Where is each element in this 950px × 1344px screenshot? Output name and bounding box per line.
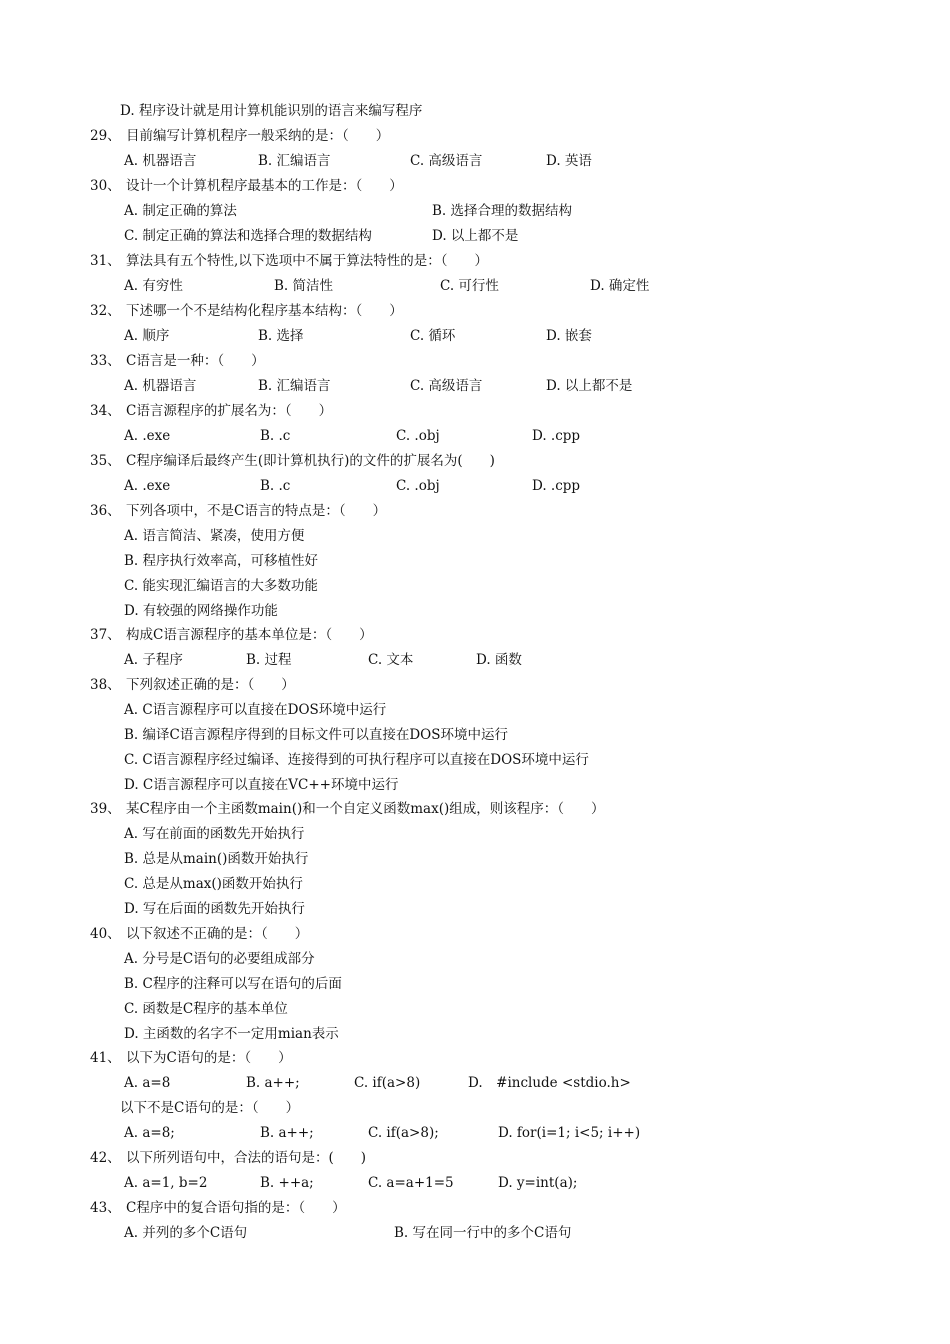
question-39 <box>90 800 604 818</box>
option-b: B. C程序的注释可以写在语句的后面 <box>124 976 342 992</box>
question-text: 以下为C语句的是：（ ） <box>126 1050 292 1066</box>
option-d: D. for(i=1; i<5; i++) <box>498 1125 641 1141</box>
option-a: A. 子程序 <box>124 652 183 668</box>
option-d: D. 主函数的名字不一定用mian表示 <box>124 1026 339 1042</box>
question-42 <box>90 1149 366 1167</box>
option-b: B. a++; <box>260 1125 314 1141</box>
option-c: C. a=a+1=5 <box>368 1175 454 1191</box>
option-d: D. 有较强的网络操作功能 <box>124 603 278 619</box>
option-b: B. 写在同一行中的多个C语句 <box>394 1225 572 1241</box>
option-c: C. if(a>8); <box>368 1125 439 1141</box>
option-a: A. .exe <box>124 478 171 494</box>
option-a: A. 分号是C语句的必要组成部分 <box>124 951 315 967</box>
option-b: B. 汇编语言 <box>258 378 331 394</box>
question-text: 以下所列语句中，合法的语句是：( ) <box>126 1150 367 1166</box>
question-number: 42、 <box>90 1150 121 1166</box>
option-b: B. 简洁性 <box>274 278 334 294</box>
option-a: A. a=8 <box>124 1075 171 1091</box>
question-text: 下列叙述正确的是：（ ） <box>126 677 295 693</box>
question-31 <box>90 252 488 270</box>
option-a: A. 机器语言 <box>124 153 197 169</box>
option-d: D. y=int(a); <box>498 1175 578 1191</box>
question-number: 34、 <box>90 403 121 419</box>
option-c: C. C语言源程序经过编译、连接得到的可执行程序可以直接在DOS环境中运行 <box>124 752 589 768</box>
question-35 <box>90 452 495 470</box>
option-c: C. 制定正确的算法和选择合理的数据结构 <box>124 228 372 244</box>
option-b: B. .c <box>260 478 291 494</box>
option-b: B. 选择 <box>258 328 304 344</box>
option-d: D. 嵌套 <box>546 328 592 344</box>
option-b: B. 汇编语言 <box>258 153 331 169</box>
option-a: A. C语言源程序可以直接在DOS环境中运行 <box>124 702 387 718</box>
option-d: D. 函数 <box>476 652 522 668</box>
question-text: 某C程序由一个主函数main()和一个自定义函数max()组成，则该程序：（ ） <box>126 801 605 817</box>
question-number: 36、 <box>90 503 121 519</box>
question-text: 以下叙述不正确的是：（ ） <box>126 926 309 942</box>
question-number: 31、 <box>90 253 121 269</box>
option-b: B. 过程 <box>246 652 292 668</box>
option-c: C. .obj <box>396 478 440 494</box>
question-number: 43、 <box>90 1200 121 1216</box>
option-c: C. 高级语言 <box>410 153 483 169</box>
question-number: 35、 <box>90 453 121 469</box>
option-c: C. 文本 <box>368 652 414 668</box>
option-d: D. .cpp <box>532 428 581 444</box>
question-number: 30、 <box>90 178 121 194</box>
option-c: C. 高级语言 <box>410 378 483 394</box>
option-c: C. .obj <box>396 428 440 444</box>
question-text: 下列各项中，不是C语言的特点是：（ ） <box>126 503 387 519</box>
question-number: 37、 <box>90 627 121 643</box>
question-text: C程序编译后最终产生(即计算机执行)的文件的扩展名为( ) <box>126 453 495 469</box>
option-c: C. 循环 <box>410 328 456 344</box>
question-number: 38、 <box>90 677 121 693</box>
option-c: C. 能实现汇编语言的大多数功能 <box>124 578 318 594</box>
question-33 <box>90 352 265 370</box>
question-text: 下述哪一个不是结构化程序基本结构：（ ） <box>126 303 403 319</box>
option-d-prev: D. 程序设计就是用计算机能识别的语言来编写程序 <box>120 103 423 119</box>
option-d: D. 英语 <box>546 153 592 169</box>
option-a: A. 机器语言 <box>124 378 197 394</box>
option-d: D. C语言源程序可以直接在VC++环境中运行 <box>124 777 399 793</box>
question-number: 33、 <box>90 353 121 369</box>
question-41 <box>90 1049 292 1067</box>
question-text: C语言是一种：（ ） <box>126 353 265 369</box>
option-a: A. 有穷性 <box>124 278 183 294</box>
option-c: C. 总是从max()函数开始执行 <box>124 876 303 892</box>
option-b: B. a++; <box>246 1075 300 1091</box>
sub-question-text: 以下不是C语句的是：（ ） <box>120 1100 300 1116</box>
option-b: B. 程序执行效率高，可移植性好 <box>124 553 319 569</box>
option-d: D. 确定性 <box>590 278 650 294</box>
question-43 <box>90 1199 346 1217</box>
option-a: A. a=8; <box>124 1125 175 1141</box>
option-c: C. 可行性 <box>440 278 499 294</box>
question-number: 32、 <box>90 303 121 319</box>
option-a: A. 并列的多个C语句 <box>124 1225 248 1241</box>
question-30 <box>90 177 403 195</box>
question-36 <box>90 502 386 520</box>
option-a: A. 顺序 <box>124 328 170 344</box>
question-number: 29、 <box>90 128 121 144</box>
question-text: 目前编写计算机程序一般采纳的是：（ ） <box>126 128 390 144</box>
option-c: C. if(a>8) <box>354 1075 421 1091</box>
option-a: A. 写在前面的函数先开始执行 <box>124 826 305 842</box>
option-c: C. 函数是C程序的基本单位 <box>124 1001 288 1017</box>
question-number: 41、 <box>90 1050 121 1066</box>
question-38 <box>90 676 295 694</box>
question-text: 设计一个计算机程序最基本的工作是：（ ） <box>126 178 403 194</box>
option-b: B. ++a; <box>260 1175 314 1191</box>
question-text: 构成C语言源程序的基本单位是：（ ） <box>126 627 373 643</box>
question-32 <box>90 302 403 320</box>
option-d: D. #include <stdio.h> <box>468 1075 631 1091</box>
question-number: 39、 <box>90 801 121 817</box>
question-text: 算法具有五个特性,以下选项中不属于算法特性的是：（ ） <box>126 253 489 269</box>
option-a: A. 制定正确的算法 <box>124 203 237 219</box>
question-29 <box>90 127 389 145</box>
option-a: A. .exe <box>124 428 171 444</box>
option-a: A. 语言简洁、紧凑，使用方便 <box>124 528 305 544</box>
option-b: B. 选择合理的数据结构 <box>432 203 573 219</box>
option-a: A. a=1, b=2 <box>124 1175 208 1191</box>
option-d: D. 写在后面的函数先开始执行 <box>124 901 305 917</box>
question-number: 40、 <box>90 926 121 942</box>
option-b: B. 总是从main()函数开始执行 <box>124 851 309 867</box>
question-text: C程序中的复合语句指的是：（ ） <box>126 1200 346 1216</box>
question-37 <box>90 626 373 644</box>
option-b: B. 编译C语言源程序得到的目标文件可以直接在DOS环境中运行 <box>124 727 508 743</box>
question-text: C语言源程序的扩展名为：（ ） <box>126 403 333 419</box>
option-b: B. .c <box>260 428 291 444</box>
question-40 <box>90 925 308 943</box>
option-d: D. .cpp <box>532 478 581 494</box>
option-d: D. 以上都不是 <box>546 378 633 394</box>
option-d: D. 以上都不是 <box>432 228 519 244</box>
question-34 <box>90 402 332 420</box>
